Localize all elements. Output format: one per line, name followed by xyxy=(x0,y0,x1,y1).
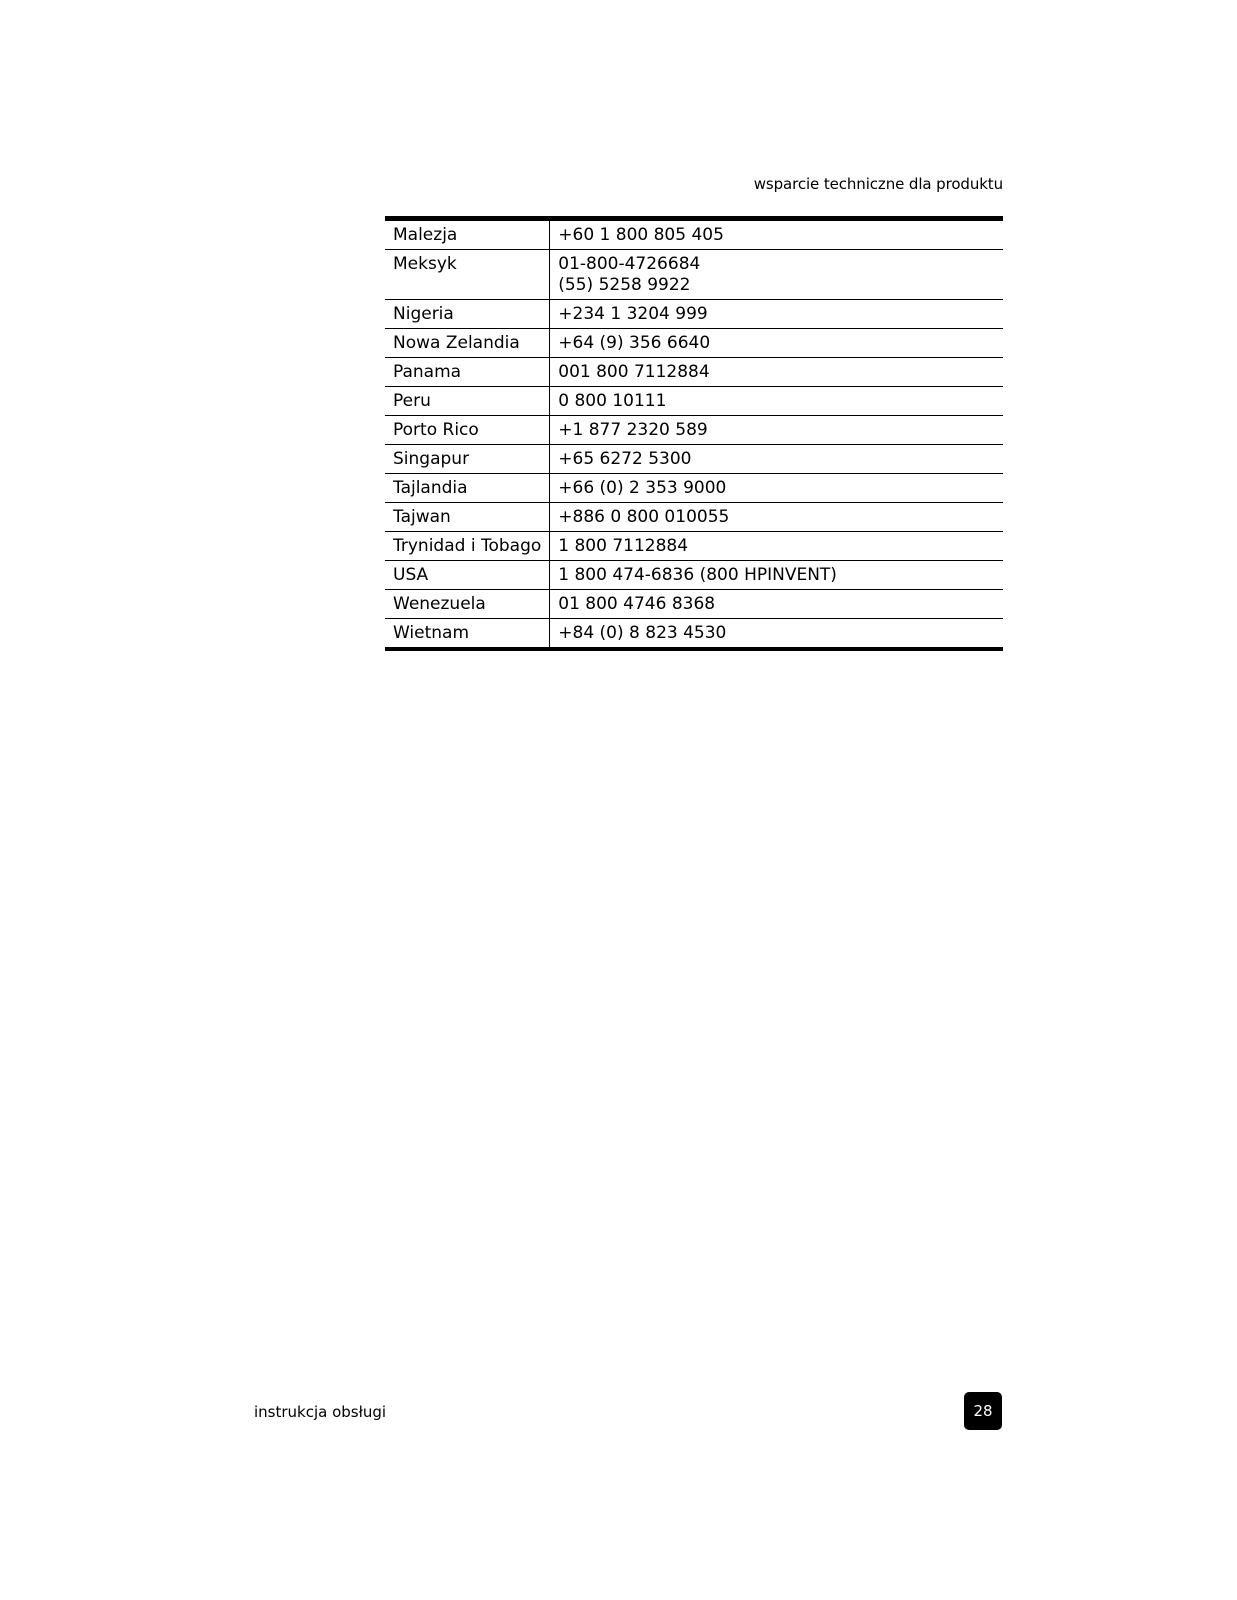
country-cell: Malezja xyxy=(385,219,550,250)
table-row xyxy=(385,503,1003,532)
phone-number: +84 (0) 8 823 4530 xyxy=(558,623,727,643)
phone-number: (55) 5258 9922 xyxy=(558,275,691,295)
country-cell: Panama xyxy=(385,358,550,387)
running-header: wsparcie techniczne dla produktu xyxy=(753,175,1003,193)
phone-number: +886 0 800 010055 xyxy=(558,507,730,527)
phone-number: +66 (0) 2 353 9000 xyxy=(558,478,727,498)
table-row xyxy=(385,445,1003,474)
phone-number: +1 877 2320 589 xyxy=(558,420,708,440)
phone-cell xyxy=(550,561,1003,590)
country-cell: Meksyk xyxy=(385,250,550,300)
phone-cell xyxy=(550,532,1003,561)
table-row xyxy=(385,416,1003,445)
phone-cell xyxy=(550,300,1003,329)
country-cell: USA xyxy=(385,561,550,590)
table-row xyxy=(385,250,1003,300)
phone-number: 1 800 474-6836 (800 HPINVENT) xyxy=(558,565,837,585)
phone-number: 1 800 7112884 xyxy=(558,536,689,556)
country-cell: Peru xyxy=(385,387,550,416)
phone-number: +65 6272 5300 xyxy=(558,449,692,469)
country-cell: Trynidad i Tobago xyxy=(385,532,550,561)
phone-cell xyxy=(550,358,1003,387)
table-row xyxy=(385,300,1003,329)
country-cell: Nigeria xyxy=(385,300,550,329)
country-cell: Wietnam xyxy=(385,619,550,650)
phone-number: +234 1 3204 999 xyxy=(558,304,708,324)
country-cell: Wenezuela xyxy=(385,590,550,619)
phone-number: 01-800-4726684 xyxy=(558,254,701,274)
table-row xyxy=(385,387,1003,416)
phone-cell xyxy=(550,329,1003,358)
table-row xyxy=(385,474,1003,503)
table-row xyxy=(385,532,1003,561)
country-cell: Tajlandia xyxy=(385,474,550,503)
phone-cell xyxy=(550,416,1003,445)
table-row xyxy=(385,219,1003,250)
support-phone-table xyxy=(385,216,1003,651)
table-row xyxy=(385,358,1003,387)
country-cell: Singapur xyxy=(385,445,550,474)
phone-cell xyxy=(550,445,1003,474)
table-row xyxy=(385,590,1003,619)
phone-cell xyxy=(550,387,1003,416)
phone-cell xyxy=(550,503,1003,532)
page-number-badge: 28 xyxy=(964,1392,1002,1430)
phone-number: +60 1 800 805 405 xyxy=(558,225,724,245)
phone-cell xyxy=(550,590,1003,619)
table-row xyxy=(385,619,1003,650)
phone-number: 01 800 4746 8368 xyxy=(558,594,716,614)
country-cell: Tajwan xyxy=(385,503,550,532)
table-row xyxy=(385,329,1003,358)
country-cell: Porto Rico xyxy=(385,416,550,445)
phone-number: 001 800 7112884 xyxy=(558,362,710,382)
phone-cell xyxy=(550,619,1003,650)
phone-cell xyxy=(550,219,1003,250)
phone-number: 0 800 10111 xyxy=(558,391,667,411)
phone-cell xyxy=(550,250,1003,300)
footer-guide-title: instrukcja obsługi xyxy=(254,1403,387,1421)
phone-cell xyxy=(550,474,1003,503)
country-cell: Nowa Zelandia xyxy=(385,329,550,358)
phone-number: +64 (9) 356 6640 xyxy=(558,333,711,353)
table-row xyxy=(385,561,1003,590)
